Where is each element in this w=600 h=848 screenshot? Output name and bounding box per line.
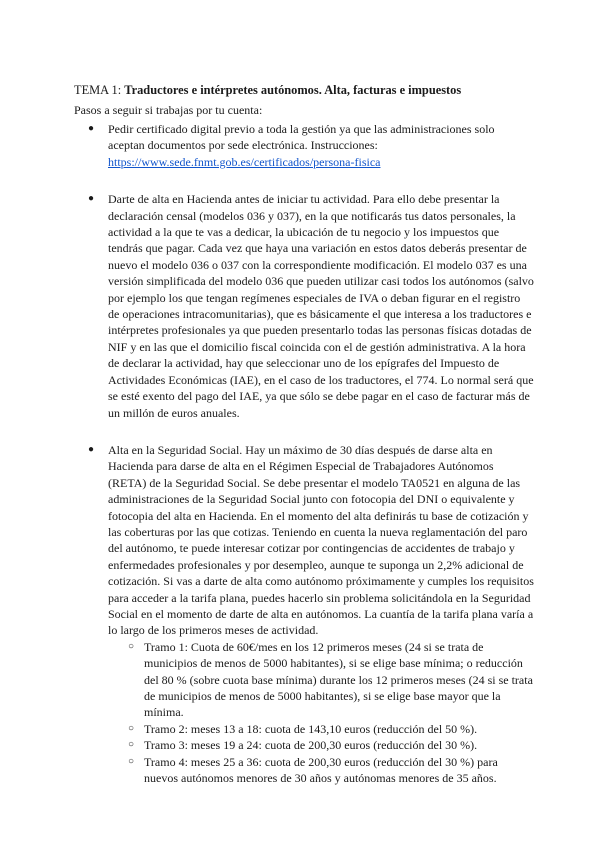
intro-text: Pasos a seguir si trabajas por tu cuenta: <box>74 103 263 117</box>
title-prefix: TEMA 1: <box>74 83 125 97</box>
steps-list <box>74 121 534 786</box>
sub-bullet-circle: ○ <box>128 640 135 652</box>
sub-list-item-tramo-2 <box>108 721 534 737</box>
sub-list-item-tramo-3 <box>108 737 534 753</box>
list-item-seguridad-social <box>74 442 534 787</box>
certificate-text: Pedir certificado digital previo a toda la gestión ya que las administraciones solo aceptan documentos por sede electrónica. Instrucciones: <box>108 122 495 153</box>
sub-bullet-circle: ○ <box>128 755 135 767</box>
tramo-1-text: Tramo 1: Cuota de 60€/mes en los 12 primeros meses (24 si se trata de municipios de menos de 5000 habitantes), si se elige base mínima; o reducción del 80 % (sobre cuota base mínima) durante los 12 primeros meses (24 si se trata de municipios de menos de 5000 habitantes), si se elige base mayor que la mínima. <box>144 639 533 720</box>
tramo-4-text: Tramo 4: meses 25 a 36: cuota de 200,30 euros (reducción del 30 %) para nuevos autónomos menores de 30 años y autónomas menores de 35 años. <box>144 754 498 786</box>
seguridad-social-text: Alta en la Seguridad Social. Hay un máximo de 30 días después de darse alta en Hacienda para darse de alta en el Régimen Especial de Trabajadores Autónomos (RETA) de la Seguridad Social. Se debe presentar el modelo TA0521 en alguna de las administraciones de la Seguridad Social junto con fotocopia del DNI o equivalente y fotocopia del alta en Hacienda. En el momento del alta definirás tu base de cotización y las coberturas por las que cotizas. Teniendo en cuenta la nueva reglamentación del paro del autónomo, te puede interesar cotizar por contingencias de accidentes de trabajo y enfermedades profesionales y por desempleo, aunque te suponga un 2,2% adicional de cotización. Si vas a darte de alta como autónomo próximamente y cumples los requisitos para acceder a la tarifa plana, puedes hacerlo sin problema solicitándola en la Seguridad Social en el momento de darte de alta en autónomos. La cuantía de la tarifa plana varía a lo largo de los primeros meses de actividad. <box>108 442 534 638</box>
bullet-dot: ● <box>88 443 95 455</box>
sub-list-item-tramo-4 <box>108 754 534 787</box>
sub-bullet-circle: ○ <box>128 722 135 734</box>
bullet-dot: ● <box>88 193 95 205</box>
sub-bullet-circle: ○ <box>128 739 135 751</box>
bullet-dot: ● <box>88 123 95 134</box>
certificate-link[interactable]: https://www.sede.fnmt.gob.es/certificados/persona-fisica <box>108 154 381 169</box>
sub-list-item-tramo-1 <box>108 639 534 721</box>
tramo-2-text: Tramo 2: meses 13 a 18: cuota de 143,10 euros (reducción del 50 %). <box>144 721 478 736</box>
list-item-certificate <box>74 121 534 170</box>
tramo-3-text: Tramo 3: meses 19 a 24: cuota de 200,30 euros (reducción del 30 %). <box>144 738 478 753</box>
list-item-hacienda <box>74 191 534 421</box>
document-title <box>74 82 534 99</box>
title-bold: Traductores e intérpretes autónomos. Alta, facturas e impuestos <box>124 83 462 97</box>
hacienda-text: Darte de alta en Hacienda antes de iniciar tu actividad. Para ello debe presentar la declaración censal (modelos 036 y 037), en la que notificarás tus datos personales, la actividad a la que te vas a dedicar, la ubicación de tu negocio y los impuestos que tendrás que pagar. Cada vez que haya una variación en estos datos deberás presentar de nuevo el modelo 036 o 037 con la correspondiente modificación. El modelo 037 es una versión simplificada del modelo 036 que pueden utilizar casi todos los autónomos (salvo por ejemplo los que tengan regímenes especiales de IVA o deban figurar en el registro de operaciones intracomunitarias), que es básicamente el que interesa a los traductores e intérpretes profesionales ya que pueden presentarlo todas las personas físicas dotadas de NIF y en las que el domicilio fiscal coincida con el de gestión administrativa. A la hora de declarar la actividad, hay que seleccionar uno de los epígrafes del Impuesto de Actividades Económicas (IAE), en el caso de los traductores, el 774. Lo normal será que se esté exento del pago del IAE, ya que sólo se debe pagar en el caso de facturar más de un millón de euros anuales. <box>108 192 534 420</box>
tramos-list <box>108 639 534 787</box>
